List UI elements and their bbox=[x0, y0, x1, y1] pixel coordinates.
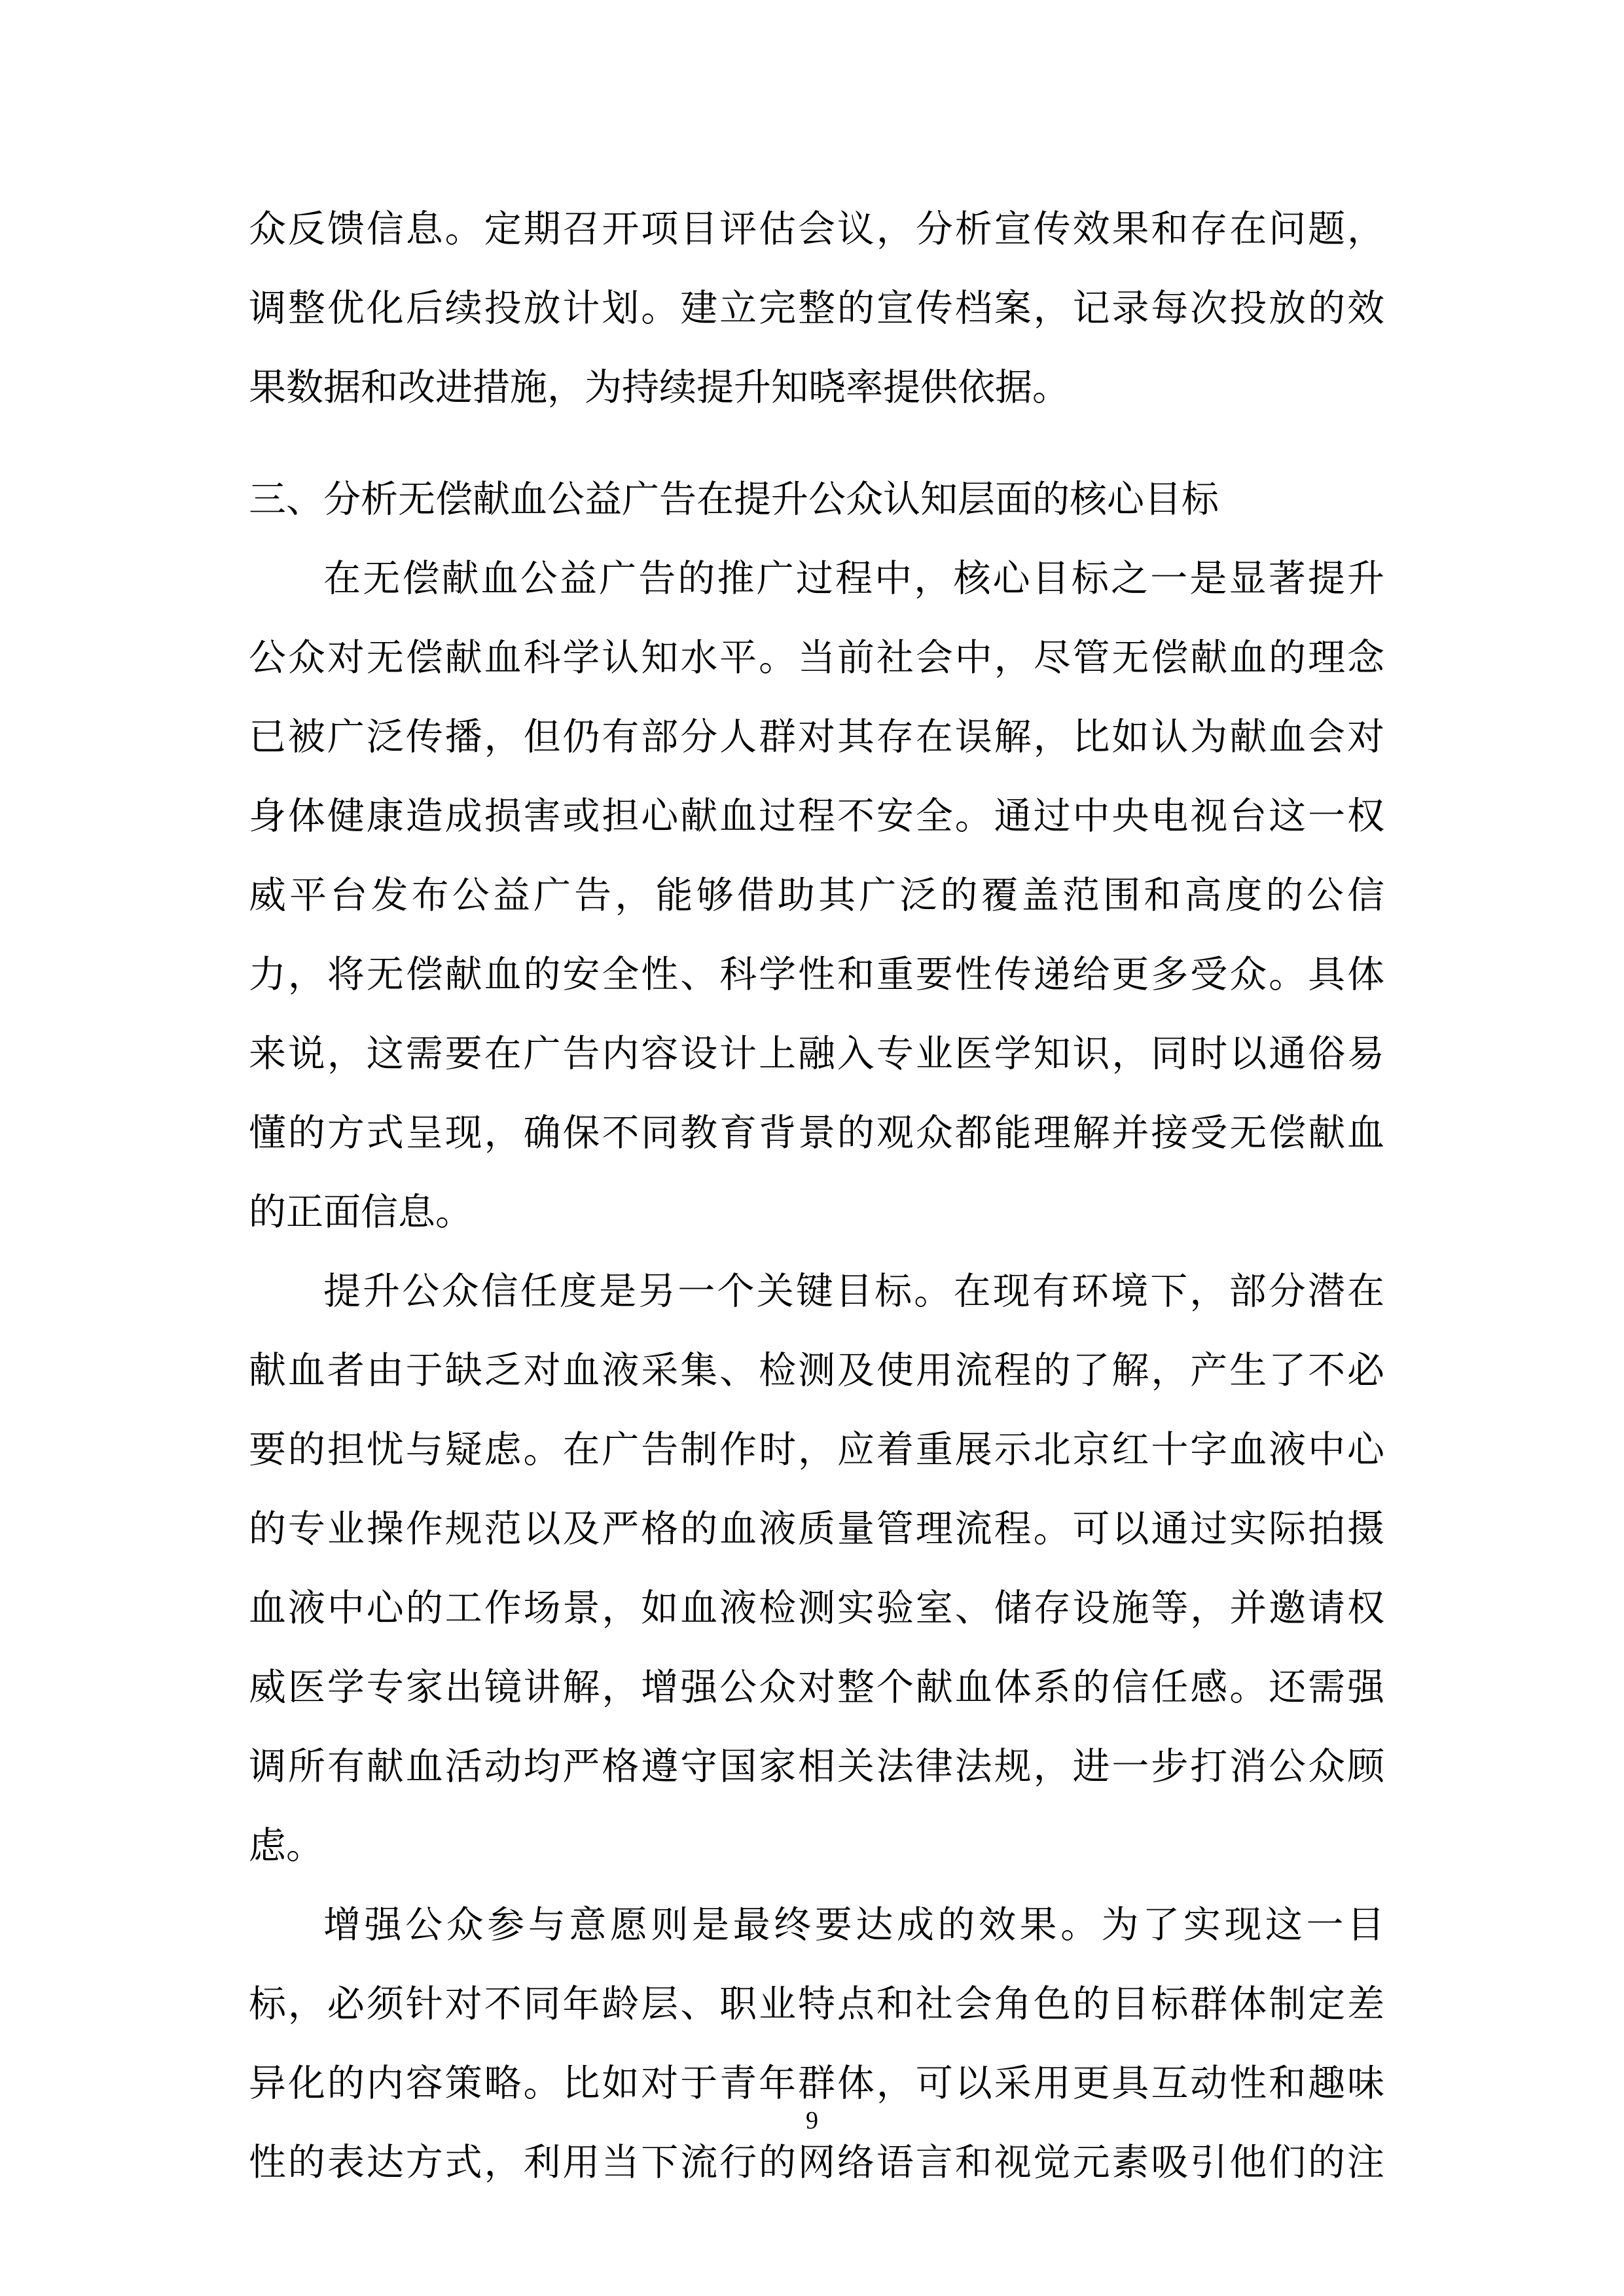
text-line: 威医学专家出镜讲解，增强公众对整个献血体系的信任感。还需强 bbox=[249, 1666, 1384, 1709]
text-line: 在无偿献血公益广告的推广过程中，核心目标之一是显著提升 bbox=[323, 557, 1384, 600]
text-line: 果数据和改进措施，为持续提升知晓率提供依据。 bbox=[249, 366, 1070, 409]
section-heading bbox=[249, 460, 1384, 539]
text-line: 要的担忧与疑虑。在广告制作时，应着重展示北京红十字血液中心 bbox=[249, 1428, 1384, 1471]
text-line: 的正面信息。 bbox=[249, 1191, 473, 1234]
text-line: 调所有献血活动均严格遵守国家相关法律法规，进一步打消公众顾 bbox=[249, 1745, 1384, 1788]
text-line: 虑。 bbox=[249, 1824, 323, 1867]
text-line: 标，必须针对不同年龄层、职业特点和社会角色的目标群体制定差 bbox=[249, 1982, 1384, 2026]
paragraph-trust bbox=[249, 1252, 1384, 1886]
section-gap bbox=[249, 427, 1384, 460]
document-page bbox=[249, 190, 1384, 2202]
text-line: 提升公众信任度是另一个关键目标。在现有环境下，部分潜在 bbox=[323, 1270, 1384, 1313]
text-line: 血液中心的工作场景，如血液检测实验室、储存设施等，并邀请权 bbox=[249, 1587, 1384, 1630]
text-line: 异化的内容策略。比如对于青年群体，可以采用更具互动性和趣味 bbox=[249, 2062, 1384, 2105]
text-line: 力，将无偿献血的安全性、科学性和重要性传递给更多受众。具体 bbox=[249, 953, 1384, 996]
text-line: 懂的方式呈现，确保不同教育背景的观众都能理解并接受无偿献血 bbox=[249, 1111, 1384, 1155]
paragraph-participation bbox=[249, 1886, 1384, 2202]
text-line: 性的表达方式，利用当下流行的网络语言和视觉元素吸引他们的注 bbox=[249, 2141, 1384, 2184]
text-line: 调整优化后续投放计划。建立完整的宣传档案，记录每次投放的效 bbox=[249, 287, 1384, 330]
text-line: 献血者由于缺乏对血液采集、检测及使用流程的了解，产生了不必 bbox=[249, 1349, 1384, 1392]
text-line: 众反馈信息。定期召开项目评估会议，分析宣传效果和存在问题， bbox=[249, 207, 1384, 251]
text-line: 身体健康造成损害或担心献血过程不安全。通过中央电视台这一权 bbox=[249, 795, 1384, 838]
text-line: 的专业操作规范以及严格的血液质量管理流程。可以通过实际拍摄 bbox=[249, 1507, 1384, 1551]
text-line: 威平台发布公益广告，能够借助其广泛的覆盖范围和高度的公信 bbox=[249, 874, 1384, 917]
text-line: 来说，这需要在广告内容设计上融入专业医学知识，同时以通俗易 bbox=[249, 1032, 1384, 1075]
paragraph-continued bbox=[249, 190, 1384, 427]
page-number: 9 bbox=[806, 2107, 818, 2134]
heading-text: 三、分析无偿献血公益广告在提升公众认知层面的核心目标 bbox=[249, 478, 1219, 521]
text-line: 已被广泛传播，但仍有部分人群对其存在误解，比如认为献血会对 bbox=[249, 715, 1384, 759]
paragraph-cognition bbox=[249, 539, 1384, 1252]
text-line: 增强公众参与意愿则是最终要达成的效果。为了实现这一目 bbox=[323, 1903, 1384, 1946]
text-line: 公众对无偿献血科学认知水平。当前社会中，尽管无偿献血的理念 bbox=[249, 636, 1384, 679]
